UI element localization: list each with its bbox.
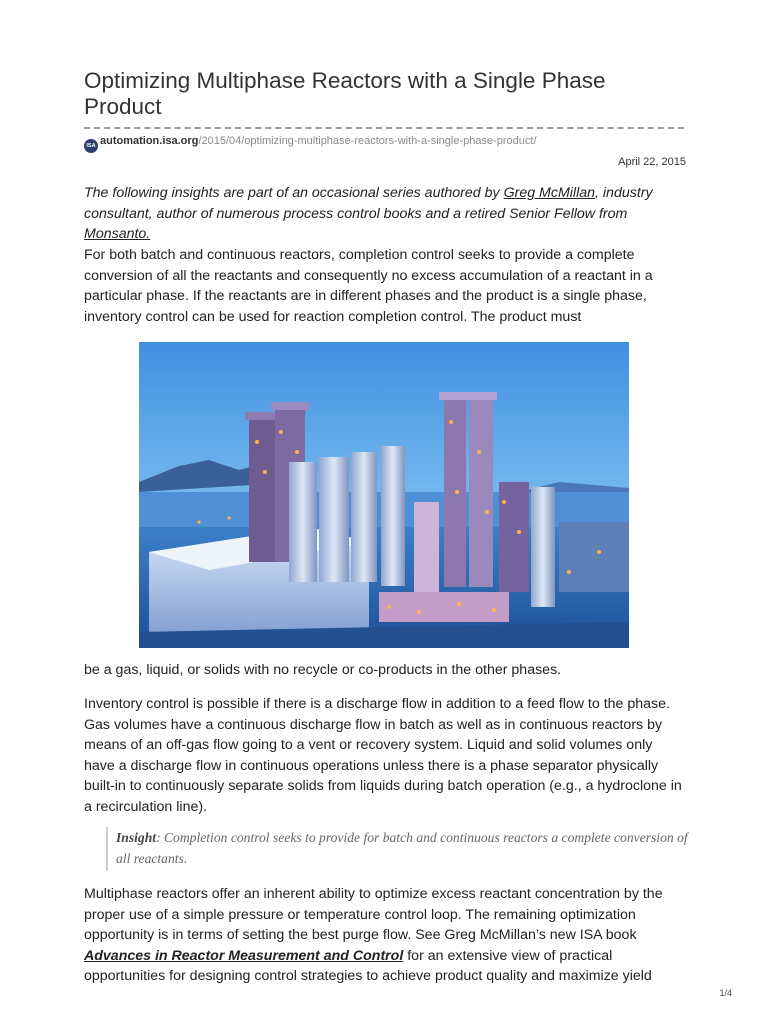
publish-date: April 22, 2015: [618, 156, 686, 168]
body-paragraph-4: [84, 884, 684, 987]
p4-text-before: Multiphase reactors offer an inherent ability to optimize excess reactant concentration by the proper use of a simple pressure or temperature control loop. The remaining optimization opportunity is in terms of setting the best purge flow. See Greg McMillan’s new ISA book: [84, 886, 663, 944]
author-link[interactable]: Greg McMillan: [503, 185, 596, 201]
insight-blockquote: [106, 827, 694, 871]
monsanto-link[interactable]: Monsanto.: [84, 226, 151, 243]
body-paragraph-1: For both batch and continuous reactors, completion control seeks to provide a complete conversion of all the reactants and consequently no excess accumulation of a reactant in a particular phase. If the reactants are in different phases and the product is a single phase, inventory control can be used for reaction completion control. The product must: [84, 247, 653, 325]
isa-logo-icon: ISA: [84, 139, 98, 153]
source-domain[interactable]: automation.isa.org: [100, 135, 199, 147]
intro-text-middle: , industry consultant, author of numerous process control books and a retired Senior Fellow from: [84, 185, 653, 222]
reactor-plant-image: [139, 342, 629, 648]
book-link[interactable]: Advances in Reactor Measurement and Control: [84, 947, 404, 964]
body-paragraph-3: Inventory control is possible if there is a discharge flow in addition to a feed flow to the phase. Gas volumes have a continuous discharge flow in batch as well as in continuous reactors by means of an off-gas flow going to a vent or recovery system. Liquid and solid volumes only have a discharge flow in continuous operations unless there is a phase separator physically built-in to continuously separate solids from liquids during batch operation (e.g., a hydroclone in a recirculation line).: [84, 696, 682, 815]
insight-text: : Completion control seeks to provide for batch and continuous reactors a complete conversion of all reactants.: [116, 830, 688, 866]
intro-paragraph: [84, 183, 684, 245]
title-divider: [84, 127, 684, 129]
source-path[interactable]: /2015/04/optimizing-multiphase-reactors-with-a-single-phase-product/: [198, 135, 537, 147]
insight-label: Insight: [116, 830, 157, 845]
page-number: 1/4: [719, 988, 732, 998]
p4-text-after: for an extensive view of practical opportunities for designing control strategies to achieve product quality and maximize yield: [84, 947, 652, 985]
intro-text-before: The following insights are part of an occasional series authored by: [84, 185, 504, 201]
body-paragraph-2: be a gas, liquid, or solids with no recycle or co-products in the other phases.: [84, 662, 562, 678]
article-title: Optimizing Multiphase Reactors with a Single Phase Product: [84, 68, 606, 119]
source-url[interactable]: [84, 133, 684, 149]
